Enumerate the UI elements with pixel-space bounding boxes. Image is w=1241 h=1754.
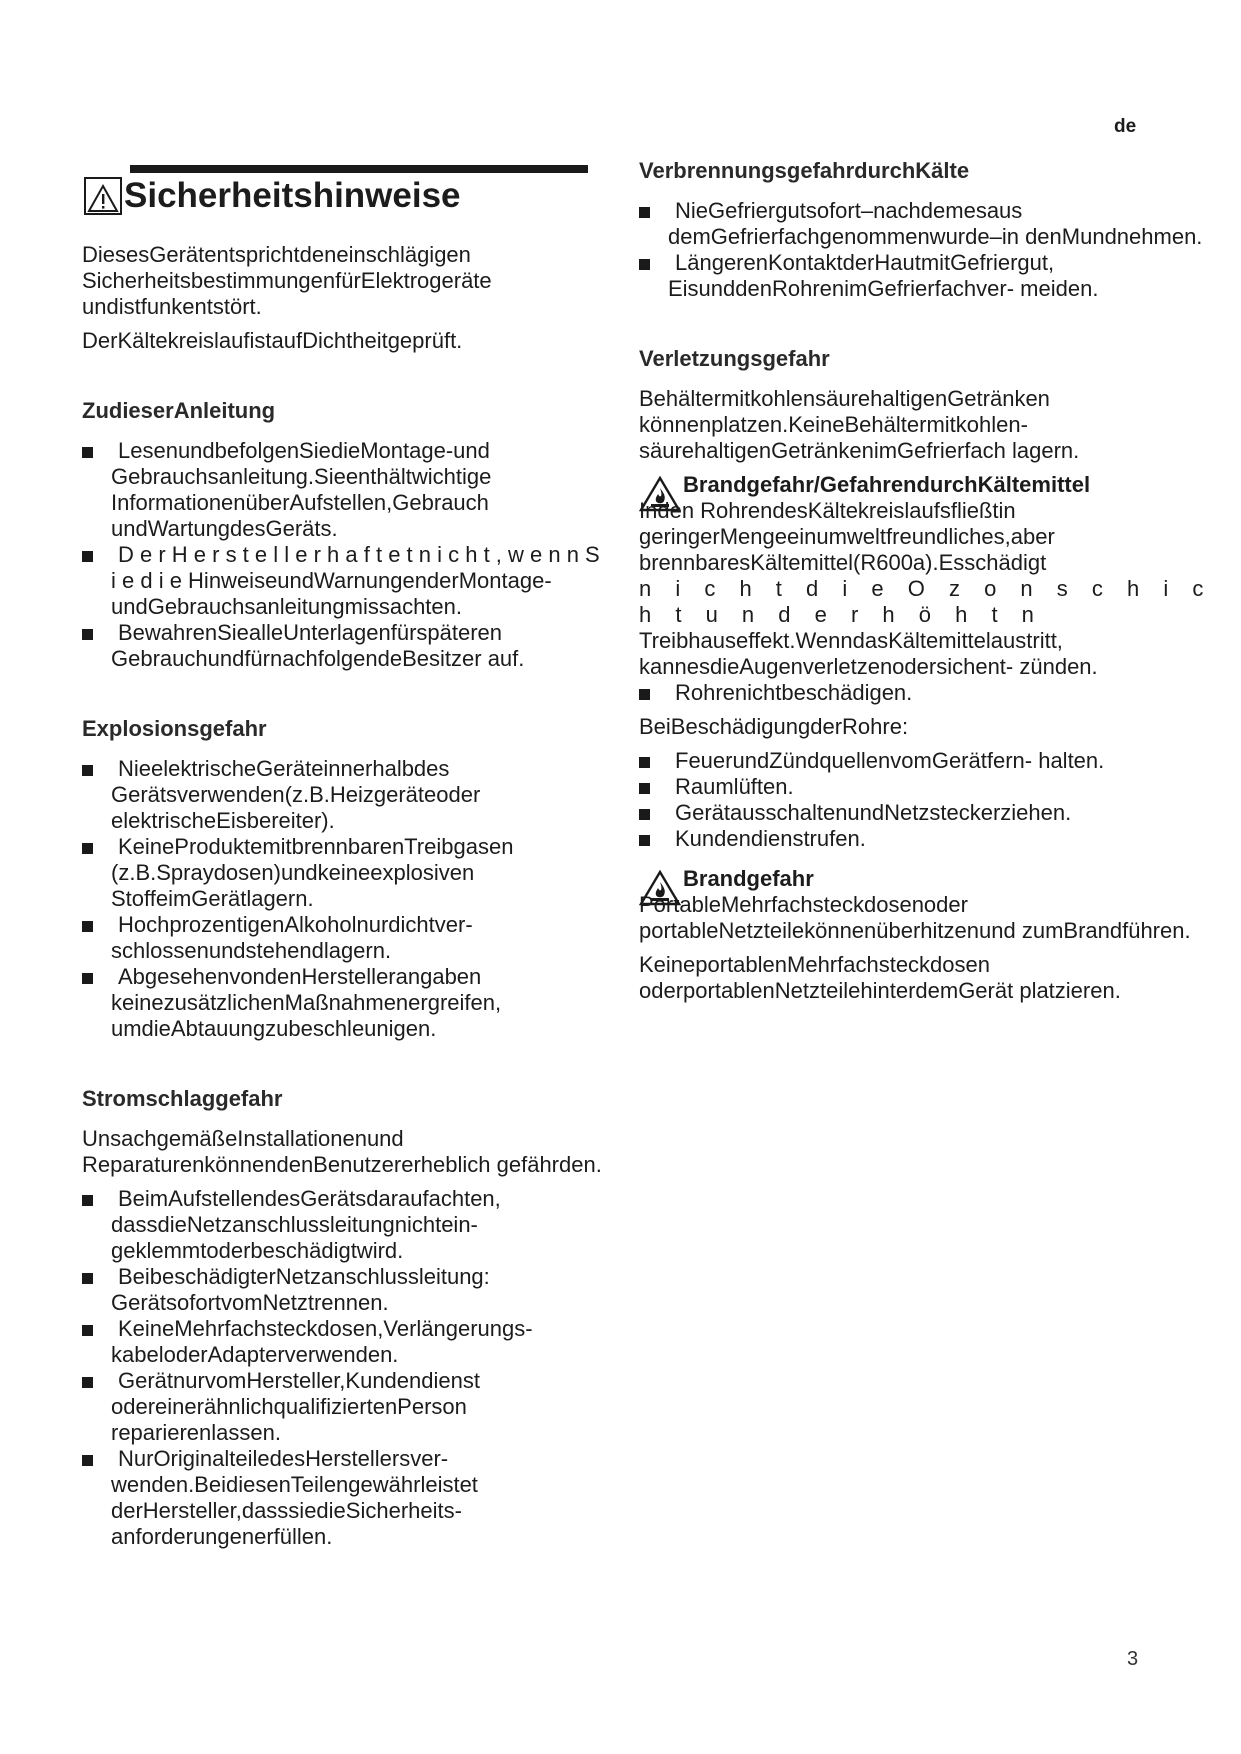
left-column — [82, 242, 602, 1550]
list-item: Rohrenichtbeschädigen. — [639, 680, 1219, 706]
page-title — [84, 176, 461, 216]
list-item: GerätausschaltenundNetzsteckerziehen. — [639, 800, 1219, 826]
language-label: de — [1114, 116, 1137, 137]
list-item: Kundendienstrufen. — [639, 826, 1219, 852]
bullet-icon — [82, 973, 93, 984]
hazard-heading — [639, 866, 1219, 944]
bullet-list — [639, 680, 1219, 706]
intro-text: DerKältekreislaufistaufDichtheitgeprüft. — [82, 328, 463, 353]
bullet-icon — [639, 757, 650, 768]
list-item: NieelektrischeGeräteinnerhalbdes Gerätsverwenden(z.B.Heizgeräteoder elektrischeEisbereiter). — [82, 756, 602, 834]
bullet-icon — [82, 1325, 93, 1336]
bullet-icon — [82, 765, 93, 776]
list-item: FeuerundZündquellenvomGerätfern- halten. — [639, 748, 1219, 774]
bullet-list — [82, 756, 602, 1042]
warning-triangle-icon — [84, 177, 122, 215]
list-item: BewahrenSiealleUnterlagenfürspäteren GebrauchundfürnachfolgendeBesitzer auf. — [82, 620, 602, 672]
section-heading: Explosionsgefahr — [82, 716, 267, 741]
bullet-icon — [82, 921, 93, 932]
bullet-list — [639, 198, 1219, 302]
list-item: KeineMehrfachsteckdosen,Verlängerungs- kabeloderAdapterverwenden. — [82, 1316, 602, 1368]
bullet-icon — [639, 207, 650, 218]
section-text: Inden RohrendesKältekreislaufsfließtin geringerMengeeinumweltfreundliches,aber brennbaresKältemittel(R600a).Esschädigt — [639, 498, 1055, 575]
bullet-list — [82, 438, 602, 672]
bullet-list — [82, 1186, 602, 1550]
list-item: D e r H e r s t e l l e r h a f t e t n i c h t , w e n n S i e d i e HinweiseundWarnungenderMontage- undGebrauchsanleitungmissachten. — [82, 542, 602, 620]
list-item: BeibeschädigterNetzanschlussleitung: GerätsofortvomNetztrennen. — [82, 1264, 602, 1316]
bullet-icon — [639, 809, 650, 820]
list-item: BeimAufstellendesGerätsdaraufachten, dassdieNetzanschlussleitungnichtein- geklemmtoderbeschädigtwird. — [82, 1186, 602, 1264]
list-item: LesenundbefolgenSiedieMontage-und Gebrauchsanleitung.Sieenthältwichtige InformationenüberAufstellen,Gebrauch undWartungdesGeräts. — [82, 438, 602, 542]
section-text: PortableMehrfachsteckdosenoder portableNetzteilekönnenüberhitzenund zumBrandführen. — [639, 892, 1191, 943]
list-item: KeineProduktemitbrennbarenTreibgasen (z.B.Spraydosen)undkeineexplosiven StoffeimGerätlagern. — [82, 834, 602, 912]
section-text: KeineportablenMehrfachsteckdosen oderportablenNetzteilehinterdemGerät platzieren. — [639, 952, 1121, 1003]
section-text: Treibhauseffekt.WenndasKältemittelaustritt, kannesdieAugenverletzenodersichent- zünden. — [639, 628, 1098, 679]
list-item: LängerenKontaktderHautmitGefriergut, EisunddenRohrenimGefrierfachver- meiden. — [639, 250, 1219, 302]
bullet-icon — [82, 1455, 93, 1466]
page-number: 3 — [1127, 1648, 1139, 1670]
list-item: NurOriginalteiledesHerstellersver- wenden.BeidiesenTeilengewährleistet derHersteller,dasssiedieSicherheits- anforderungenerfüllen. — [82, 1446, 602, 1550]
section-text: UnsachgemäßeInstallationenund ReparaturenkönnendenBenutzererheblich gefährden. — [82, 1126, 602, 1177]
list-item: GerätnurvomHersteller,Kundendienst odereinerähnlichqualifiziertenPerson reparierenlassen. — [82, 1368, 602, 1446]
bullet-icon — [639, 835, 650, 846]
section-text: n i c h t d i e O z o n s c h i c h t u n d e r h ö h t n — [639, 576, 1213, 627]
bullet-icon — [82, 551, 93, 562]
bullet-icon — [82, 1273, 93, 1284]
bullet-icon — [82, 1377, 93, 1388]
bullet-list — [639, 748, 1219, 852]
intro-text: DiesesGerätentsprichtdeneinschlägigen SicherheitsbestimmungenfürElektrogeräte undistfunkentstört. — [82, 242, 492, 319]
right-column — [639, 158, 1219, 1004]
section-heading: Brandgefahr/GefahrendurchKältemittel — [683, 472, 1091, 497]
section-text: BeiBeschädigungderRohre: — [639, 714, 909, 739]
list-item: NieGefriergutsofort–nachdemesaus demGefrierfachgenommenwurde–in denMundnehmen. — [639, 198, 1219, 250]
bullet-icon — [82, 843, 93, 854]
section-heading: ZudieserAnleitung — [82, 398, 276, 423]
section-heading: Verletzungsgefahr — [639, 346, 830, 371]
list-item: Raumlüften. — [639, 774, 1219, 800]
page-title-text: Sicherheitshinweise — [124, 176, 461, 215]
bullet-icon — [639, 259, 650, 270]
title-rule — [130, 165, 588, 173]
bullet-icon — [82, 447, 93, 458]
section-heading: Stromschlaggefahr — [82, 1086, 283, 1111]
bullet-icon — [82, 1195, 93, 1206]
section-heading: VerbrennungsgefahrdurchKälte — [639, 158, 970, 183]
list-item: AbgesehenvondenHerstellerangaben keinezusätzlichenMaßnahmenergreifen, umdieAbtauungzubeschleunigen. — [82, 964, 602, 1042]
bullet-icon — [82, 629, 93, 640]
hazard-heading — [639, 472, 1219, 576]
bullet-icon — [639, 689, 650, 700]
bullet-icon — [639, 783, 650, 794]
section-text: BehältermitkohlensäurehaltigenGetränken könnenplatzen.KeineBehältermitkohlen- säurehaltigenGetränkenimGefrierfach lagern. — [639, 386, 1080, 463]
section-heading: Brandgefahr — [683, 866, 814, 891]
list-item: HochprozentigenAlkoholnurdichtver- schlossenundstehendlagern. — [82, 912, 602, 964]
